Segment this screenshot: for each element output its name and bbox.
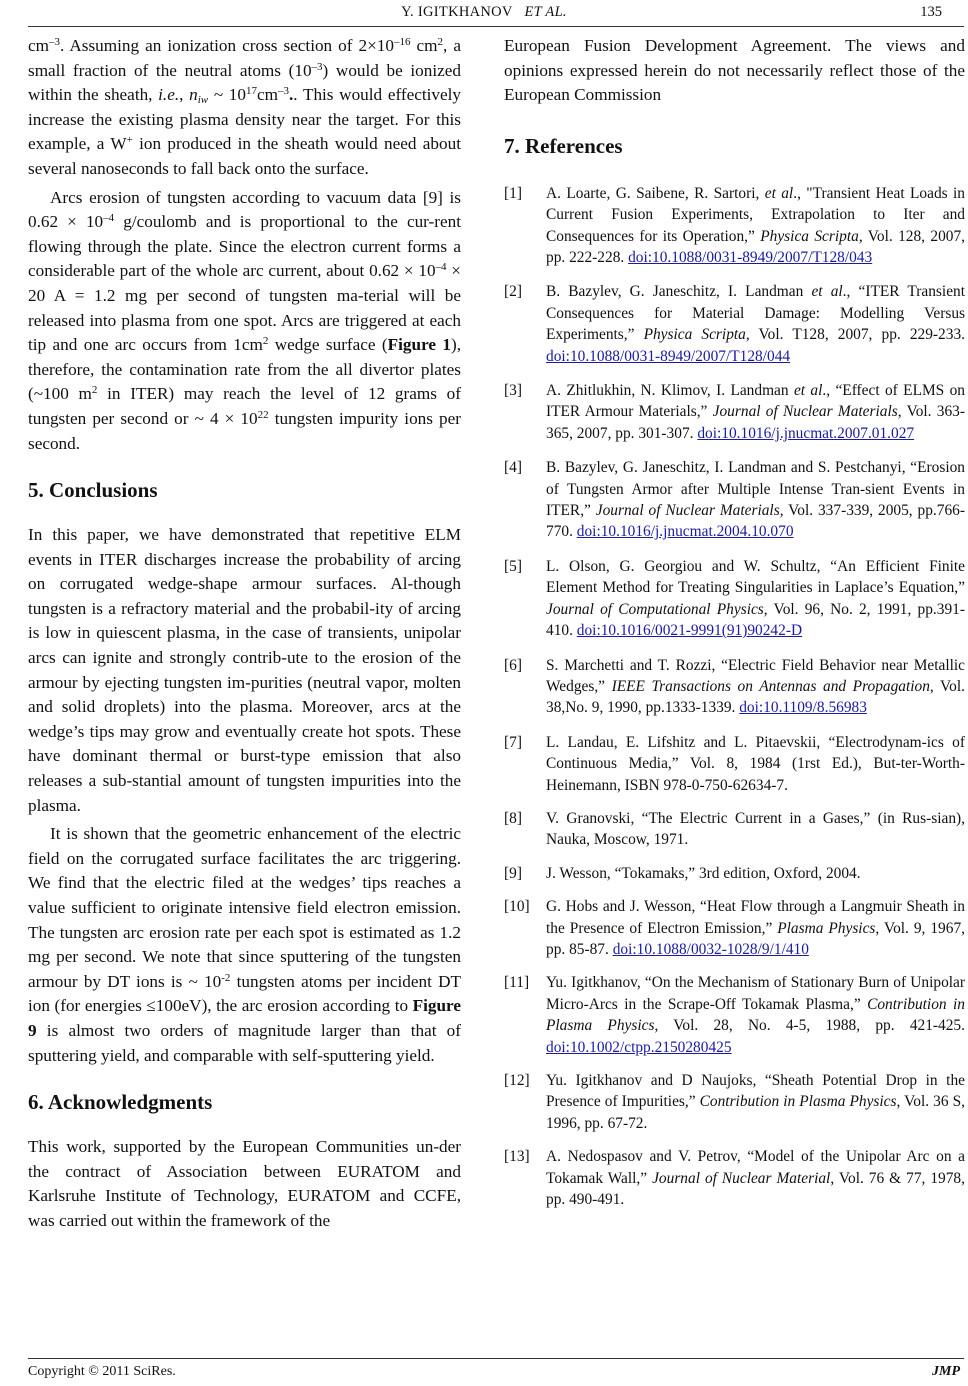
reference-item (504, 556, 965, 642)
reference-text: Yu. Igitkhanov, “On the Mechanism of Stationary Burn of Unipolar Micro-Arcs in the Scrape-Off Tokamak Plasma,” Contribution in Plasma Physics, Vol. 28, No. 4-5, 1988, pp. 421-425. doi:10.1002/ctpp.2150280425 (546, 974, 965, 1056)
reference-item (504, 863, 965, 884)
doi-link[interactable]: doi:10.1088/0031-8949/2007/T128/044 (546, 347, 791, 365)
running-title (0, 4, 968, 21)
reference-item (504, 655, 965, 719)
doi-link[interactable]: doi:10.1109/8.56983 (739, 699, 867, 717)
heading-references: 7. References (504, 133, 623, 158)
paragraph-acknowledgments: This work, supported by the European Communities un-der the contract of Association between EURATOM and Karlsruhe Institute of Technology, EURATOM and CCFE, was carried out within the framework of the (28, 1137, 461, 1230)
paragraph-ionization: $cm^{-3}$. Assuming an ionization cross section of $2\times 10^{-16}$ $cm^2$, a small fraction of the neutral atoms $(10^{-3})$ would be ionized within the sheath, i.e., $n_{iw}$ ~ $10^{17}cm^{-3}$.. This would effectively increase the existing plasma density near the target. For this example, a W+ ion produced in the sheath would need about several nanoseconds to fall back onto the surface. (28, 36, 461, 178)
footer-rule (28, 1358, 964, 1359)
right-column (504, 34, 965, 1210)
reference-text: S. Marchetti and T. Rozzi, “Electric Field Behavior near Metallic Wedges,” IEEE Transactions on Antennas and Propagation, Vol. 38,No. 9, 1990, pp.1333-1339. doi:10.1109/8.56983 (546, 656, 965, 717)
reference-number: [12] (504, 1072, 530, 1089)
reference-number: [4] (504, 459, 522, 477)
reference-item (504, 896, 965, 960)
reference-item (504, 732, 965, 796)
header-et-al: ET AL. (524, 4, 567, 20)
reference-number: [3] (504, 382, 522, 400)
heading-conclusions: 5. Conclusions (28, 478, 158, 503)
page-header (0, 0, 968, 30)
reference-item (504, 380, 965, 444)
paragraph-conclusions-1: In this paper, we have demonstrated that repetitive ELM events in ITER discharges increase the probability of arcing on corrugated wedge-shape armour surfaces. Al-though tungsten is a refractory material and the probabil-ity of arcing is low in quiescent plasma, in the case of transients, unipolar arcs can ignite and strongly contrib-ute to the erosion of the armour by ejecting tungsten im-purities (neutral vapor, molten and solid droplets) into the plasma. Moreover, arcs at the wedge’s tips may grow and eventually create hot spots. These have dominant thermal or burst-type emission that also releases a sub-stantial amount of tungsten impurities into the plasma. (28, 525, 461, 815)
figure-1-ref[interactable]: Figure 1 (387, 335, 451, 355)
reference-item (504, 1146, 965, 1210)
reference-number: [7] (504, 733, 522, 751)
doi-link[interactable]: doi:10.1088/0032-1028/9/1/410 (612, 940, 809, 958)
reference-number: [9] (504, 864, 522, 882)
reference-item (504, 183, 965, 269)
journal-abbrev: JMP (932, 1364, 960, 1379)
copyright-notice: Copyright © 2011 SciRes. (28, 1364, 176, 1379)
reference-text: Yu. Igitkhanov and D Naujoks, “Sheath Potential Drop in the Presence of Impurities,” Contribution in Plasma Physics, Vol. 36 S, 1996, pp. 67-72. (546, 1072, 966, 1132)
reference-text: V. Granovski, “The Electric Current in a Gases,” (in Rus-sian), Nauka, Moscow, 1971. (546, 809, 965, 849)
reference-text: G. Hobs and J. Wesson, “Heat Flow through a Langmuir Sheath in the Presence of Electron Emission,” Plasma Physics, Vol. 9, 1967, pp. 85-87. doi:10.1088/0032-1028/9/1/410 (546, 898, 965, 958)
reference-number: [5] (504, 557, 522, 575)
reference-item (504, 808, 965, 851)
paragraph-acknowledgments-cont: European Fusion Development Agreement. The views and opinions expressed herein do not necessarily reflect those of the European Commission (504, 36, 965, 105)
reference-item (504, 457, 965, 543)
figure-9-ref[interactable]: Figure 9 (28, 996, 461, 1040)
reference-number: [6] (504, 656, 522, 674)
doi-link[interactable]: doi:10.1088/0031-8949/2007/T128/043 (628, 249, 873, 266)
header-author: Y. IGITKHANOV (401, 4, 513, 20)
reference-text: L. Landau, E. Lifshitz and L. Pitaevskii, “Electrodynam-ics of Continuous Media,” Vol. 8, 1984 (1rst Ed.), But-ter-Worth-Heinemann, ISBN 978-0-750-62634-7. (546, 733, 965, 794)
header-rule (28, 26, 964, 27)
page-number: 135 (920, 4, 942, 20)
reference-number: [13] (504, 1148, 530, 1166)
reference-item (504, 281, 965, 367)
doi-link[interactable]: doi:10.1016/j.jnucmat.2007.01.027 (697, 424, 915, 442)
reference-text: A. Loarte, G. Saibene, R. Sartori, et al., "Transient Heat Loads in Current Fusion Experiments, Extrapolation to Iter and Consequences for its Operation,” Physica Scripta, Vol. 128, 2007, pp. 222-228. doi:10.1088/0031-8949/2007/T128/043 (546, 184, 966, 266)
doi-link[interactable]: doi:10.1016/j.jnucmat.2004.10.070 (576, 523, 794, 541)
doi-link[interactable]: doi:10.1016/0021-9991(91)90242-D (576, 622, 803, 640)
reference-text: L. Olson, G. Georgiou and W. Schultz, “An Efficient Finite Element Method for Treating Singularities in Laplace’s Equation,” Journal of Computational Physics, Vol. 96, No. 2, 1991, pp.391-410. doi:10.1016/0021-9991(91)90242-D (546, 557, 965, 640)
paragraph-arc-erosion: Arcs erosion of tungsten according to vacuum data [9] is $0.62 \times 10^{-4}$ g/coulomb and is proportional to the cur-rent flowing through the plate. Since the electron current forms a considerable part of the whole arc current, about $0.62 \times 10^{-4} \times 20$ A = 1.2 mg per second of tungsten ma-terial will be released into plasma from one spot. Arcs are triggered at each tip and one arc occurs from $1cm^2$ wedge surface (Figure 1), therefore, the contamination rate from the all divertor plates (~100 $m^2$ in ITER) may reach the level of 12 grams of tungsten per second or ~ $4 \times 10^{22}$ tungsten impurity ions per second. (28, 187, 462, 453)
reference-text: B. Bazylev, G. Janeschitz, I. Landman et al., “ITER Transient Consequences for Material Damage: Modelling Versus Experiments,” Physica Scripta, Vol. T128, 2007, pp. 229-233. doi:10.1088/0031-8949/2007/T128/044 (546, 283, 965, 365)
heading-acknowledgments: 6. Acknowledgments (28, 1090, 213, 1115)
paragraph-conclusions-2: It is shown that the geometric enhancement of the electric field on the corrugated surface facilitates the arc triggering. We find that the electric filed at the wedges’ tips reaches a value sufficient to originate intensive field electron emission. The tungsten arc erosion rate per each spot is estimated as 1.2 mg per second. We note that since sputtering of the tungsten armour by DT ions is ~ $10^{-2}$ tungsten atoms per incident DT ion (for energies ≤100eV), the arc erosion according to Figure 9 is almost two orders of magnitude larger than that of sputtering yield, and comparable with self-sputtering yield. (28, 824, 461, 1065)
left-column (28, 34, 461, 1234)
reference-number: [8] (504, 809, 522, 827)
reference-text: A. Zhitlukhin, N. Klimov, I. Landman et al., “Effect of ELMS on ITER Armour Materials,” Journal of Nuclear Materials, Vol. 363-365, 2007, pp. 301-307. doi:10.1016/j.jnucmat.2007.01.027 (546, 382, 965, 442)
reference-text: J. Wesson, “Tokamaks,” 3rd edition, Oxford, 2004. (546, 864, 861, 882)
reference-number: [11] (504, 974, 530, 992)
reference-list (504, 183, 965, 1211)
reference-item (504, 972, 965, 1058)
doi-link[interactable]: doi:10.1002/ctpp.2150280425 (546, 1038, 732, 1056)
reference-number: [1] (504, 184, 522, 202)
reference-item (504, 1070, 965, 1134)
reference-number: [2] (504, 283, 522, 301)
reference-text: A. Nedospasov and V. Petrov, “Model of the Unipolar Arc on a Tokamak Wall,” Journal of Nuclear Material, Vol. 76 & 77, 1978, pp. 490-491. (546, 1148, 965, 1209)
reference-number: [10] (504, 898, 530, 916)
reference-text: B. Bazylev, G. Janeschitz, I. Landman and S. Pestchanyi, “Erosion of Tungsten Armor after Multiple Intense Tran-sient Events in ITER,” Journal of Nuclear Materials, Vol. 337-339, 2005, pp.766-770. doi:10.1016/j.jnucmat.2004.10.070 (546, 459, 965, 541)
